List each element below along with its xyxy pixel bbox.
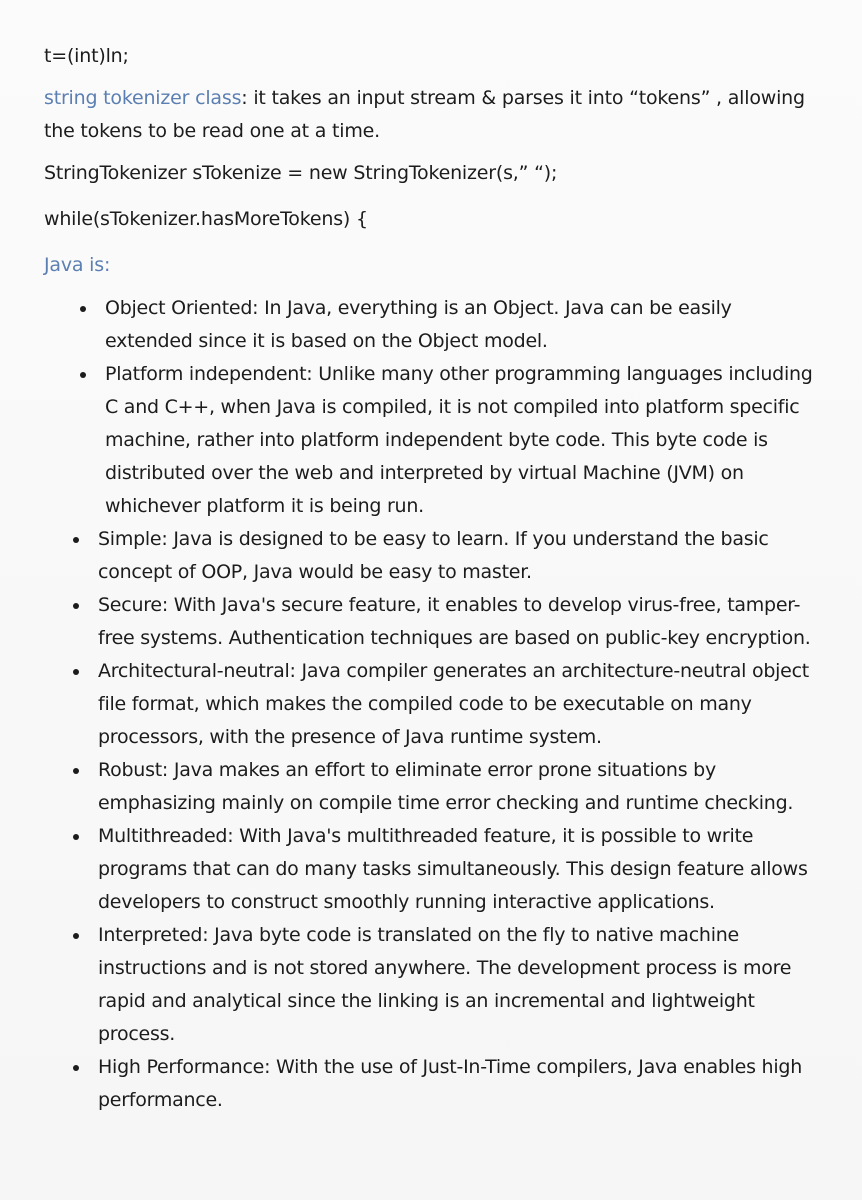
bullet-icon [73, 669, 79, 675]
list-item-text: Architectural-neutral: Java compiler generates an architecture-neutral object file format, which makes the compiled code to be executable on many processors, with the presence of Java runtime system. [98, 660, 809, 748]
java-is-heading: Java is: [44, 254, 111, 276]
list-item-text: Secure: With Java's secure feature, it enables to develop virus-free, tamper-free systems. Authentication techniques are based on public-key encryption. [98, 594, 811, 649]
tokenizer-paragraph [44, 82, 822, 148]
list-item [44, 820, 822, 919]
bullet-icon [73, 834, 79, 840]
code-line-declaration: StringTokenizer sTokenize = new StringTokenizer(s,” “); [44, 162, 558, 184]
tokenizer-term: string tokenizer class [44, 87, 242, 109]
list-item-text: Robust: Java makes an effort to eliminate error prone situations by emphasizing mainly on compile time error checking and runtime checking. [98, 759, 794, 814]
tokenizer-description: : it takes an input stream & parses it into “tokens” , allowing the tokens to be read one at a time. [44, 87, 805, 142]
list-item-text: Platform independent: Unlike many other programming languages including C and C++, when Java is compiled, it is not compiled into platform specific machine, rather into platform independent byte code. This byte code is distributed over the web and interpreted by virtual Machine (JVM) on whichever platform it is being run. [105, 363, 813, 517]
java-features-list [44, 292, 822, 1117]
bullet-icon [73, 933, 79, 939]
list-item [44, 292, 822, 358]
list-item [44, 358, 822, 523]
list-item-text: Interpreted: Java byte code is translated on the fly to native machine instructions and is not stored anywhere. The development process is more rapid and analytical since the linking is an incremental and lightweight process. [98, 924, 792, 1045]
bullet-icon [80, 306, 86, 312]
code-line-cast: t=(int)ln; [44, 45, 129, 67]
list-item [44, 655, 822, 754]
bullet-icon [73, 603, 79, 609]
code-line-while: while(sTokenizer.hasMoreTokens) { [44, 208, 368, 230]
bullet-icon [73, 537, 79, 543]
list-item-text: Simple: Java is designed to be easy to learn. If you understand the basic concept of OOP, Java would be easy to master. [98, 528, 769, 583]
list-item [44, 1051, 822, 1117]
bullet-icon [73, 1065, 79, 1071]
list-item-text: Multithreaded: With Java's multithreaded feature, it is possible to write programs that can do many tasks simultaneously. This design feature allows developers to construct smoothly running interactive applications. [98, 825, 808, 913]
bullet-icon [80, 372, 86, 378]
list-item [44, 919, 822, 1051]
list-item-text: High Performance: With the use of Just-In-Time compilers, Java enables high performance. [98, 1056, 802, 1111]
bullet-icon [73, 768, 79, 774]
list-item [44, 589, 822, 655]
list-item-text: Object Oriented: In Java, everything is an Object. Java can be easily extended since it is based on the Object model. [105, 297, 732, 352]
list-item [44, 754, 822, 820]
list-item [44, 523, 822, 589]
